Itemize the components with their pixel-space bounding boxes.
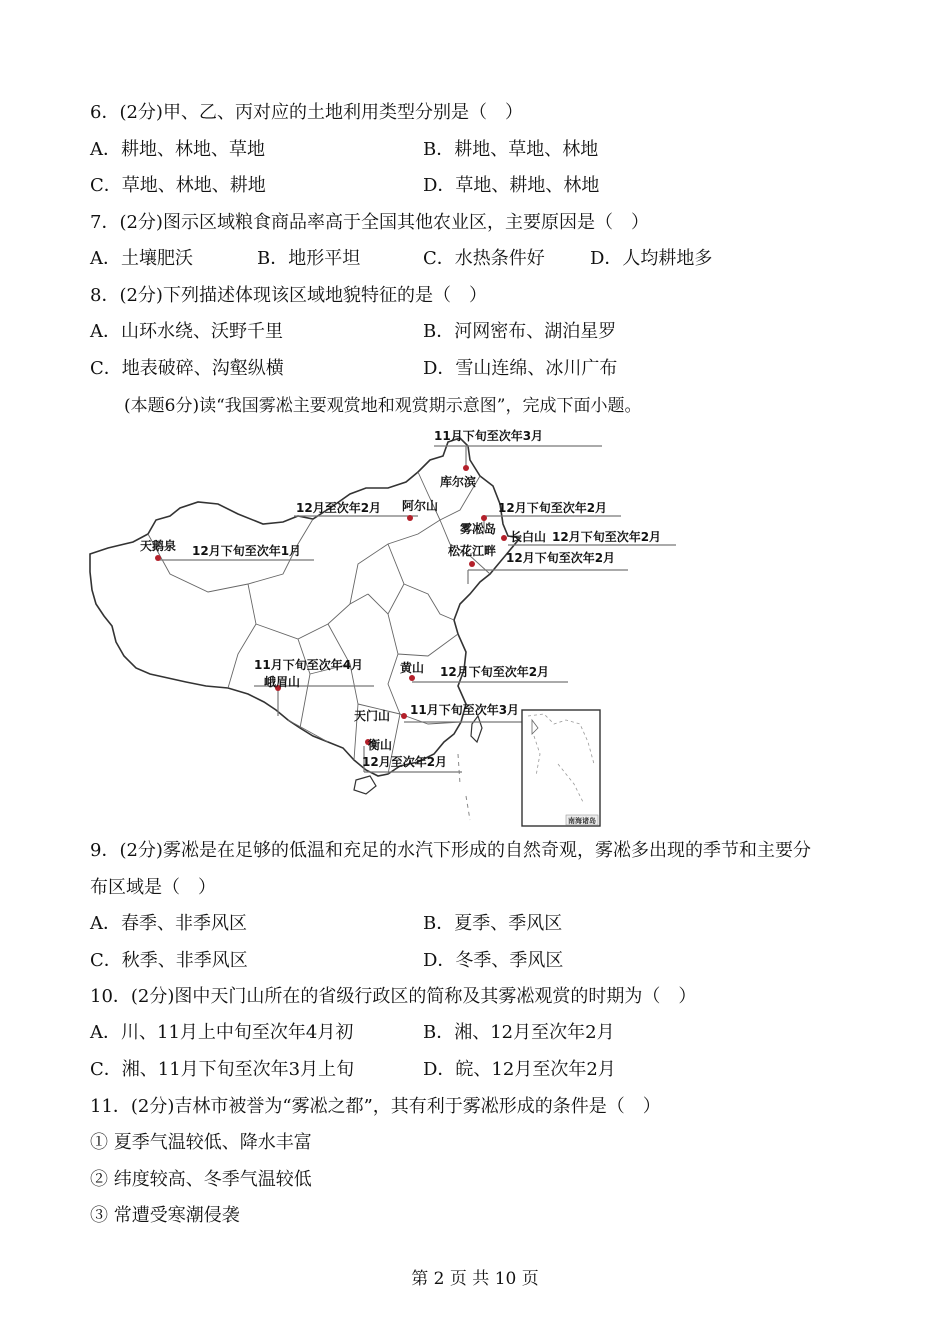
inset-label: 南海诸岛 — [568, 817, 596, 825]
period-changbaishan: 12月下旬至次年2月 — [552, 530, 662, 544]
period-hengshan: 12月至次年2月 — [362, 755, 448, 769]
hainan-island — [354, 776, 376, 794]
period-huangshan: 12月下旬至次年2月 — [440, 665, 550, 679]
period-aershan: 12月至次年2月 — [296, 501, 382, 515]
q7-option-a: A．土壤肥沃 — [90, 248, 193, 269]
place-wusongdao: 雾凇岛 — [460, 522, 497, 536]
q8-option-a: A．山环水绕、沃野千里 — [90, 321, 283, 342]
place-tianmenshan: 天门山 — [354, 709, 391, 723]
q8-option-d: D．雪山连绵、冰川广布 — [423, 358, 618, 379]
sea-boundary — [458, 754, 470, 820]
q11-item-3: ③ 常遭受寒潮侵袭 — [90, 1205, 240, 1226]
page-footer: 第 2 页 共 10 页 — [411, 1269, 539, 1289]
place-kuerbin: 库尔滨 — [440, 475, 477, 489]
period-kuerbin: 11月下旬至次年3月 — [434, 429, 544, 443]
q9-option-d: D．冬季、季风区 — [423, 950, 564, 971]
q7-option-c: C．水热条件好 — [423, 248, 545, 269]
place-songhuajiang: 松花江畔 — [448, 544, 497, 558]
taiwan-island — [471, 716, 482, 742]
place-hengshan: 衡山 — [368, 738, 393, 752]
q9-option-b: B．夏季、季风区 — [423, 913, 563, 934]
q8-stem: 8．(2分)下列描述体现该区域地貌特征的是（ ） — [90, 285, 487, 306]
q7-stem: 7．(2分)图示区域粮食商品率高于全国其他农业区，主要原因是（ ） — [90, 212, 649, 233]
q10-option-c: C．湘、11月下旬至次年3月上旬 — [90, 1059, 355, 1080]
q11-item-1: ① 夏季气温较低、降水丰富 — [90, 1132, 312, 1153]
q10-stem: 10．(2分)图中天门山所在的省级行政区的简称及其雾凇观赏的时期为（ ） — [90, 986, 697, 1007]
period-songhuajiang: 12月下旬至次年2月 — [506, 551, 616, 565]
period-wusongdao: 12月下旬至次年2月 — [498, 501, 608, 515]
q6-option-d: D．草地、耕地、林地 — [423, 175, 600, 196]
q6-option-c: C．草地、林地、耕地 — [90, 175, 266, 196]
marker-huangshan — [409, 675, 415, 681]
q9-option-c: C．秋季、非季风区 — [90, 950, 248, 971]
south-sea-inset — [522, 710, 600, 826]
q9-stem-line1: 9．(2分)雾凇是在足够的低温和充足的水汽下形成的自然奇观，雾凇多出现的季节和主要分 — [90, 840, 811, 861]
q7-option-d: D．人均耕地多 — [590, 248, 713, 269]
marker-tianmenshan — [401, 713, 407, 719]
place-emeishan: 峨眉山 — [264, 675, 301, 689]
place-huangshan: 黄山 — [400, 661, 425, 675]
q9-stem-line2: 布区域是（ ） — [90, 877, 216, 898]
period-tianmenshan: 11月下旬至次年3月 — [410, 703, 520, 717]
place-aershan: 阿尔山 — [402, 499, 439, 513]
marker-changbaishan — [501, 535, 507, 541]
marker-tianequan — [155, 555, 161, 561]
q6-option-b: B．耕地、草地、林地 — [423, 139, 599, 160]
province-borders — [148, 472, 490, 774]
q9-option-a: A．春季、非季风区 — [90, 913, 247, 934]
marker-aershan — [407, 515, 413, 521]
period-tianequan: 12月下旬至次年1月 — [192, 544, 302, 558]
q7-option-b: B．地形平坦 — [257, 248, 361, 269]
q10-option-a: A．川、11月上中旬至次年4月初 — [90, 1022, 354, 1043]
marker-kuerbin — [463, 465, 469, 471]
q8-option-c: C．地表破碎、沟壑纵横 — [90, 358, 284, 379]
period-emeishan: 11月下旬至次年4月 — [254, 658, 364, 672]
q6-option-a: A．耕地、林地、草地 — [90, 139, 265, 160]
q11-stem: 11．(2分)吉林市被誉为“雾凇之都”，其有利于雾凇形成的条件是（ ） — [90, 1096, 661, 1117]
section-intro: (本题6分)读“我国雾凇主要观赏地和观赏期示意图”，完成下面小题。 — [124, 396, 642, 416]
q11-item-2: ② 纬度较高、冬季气温较低 — [90, 1169, 312, 1190]
marker-songhuajiang — [469, 561, 475, 567]
place-changbaishan: 长白山 — [510, 530, 547, 544]
q6-stem: 6．(2分)甲、乙、丙对应的土地利用类型分别是（ ） — [90, 102, 523, 123]
q10-option-d: D．皖、12月至次年2月 — [423, 1059, 616, 1080]
q8-option-b: B．河网密布、湖泊星罗 — [423, 321, 617, 342]
rime-viewing-map — [88, 424, 698, 830]
place-tianequan: 天鹅泉 — [140, 539, 177, 553]
q10-option-b: B．湘、12月至次年2月 — [423, 1022, 615, 1043]
marker-wusongdao — [481, 515, 487, 521]
